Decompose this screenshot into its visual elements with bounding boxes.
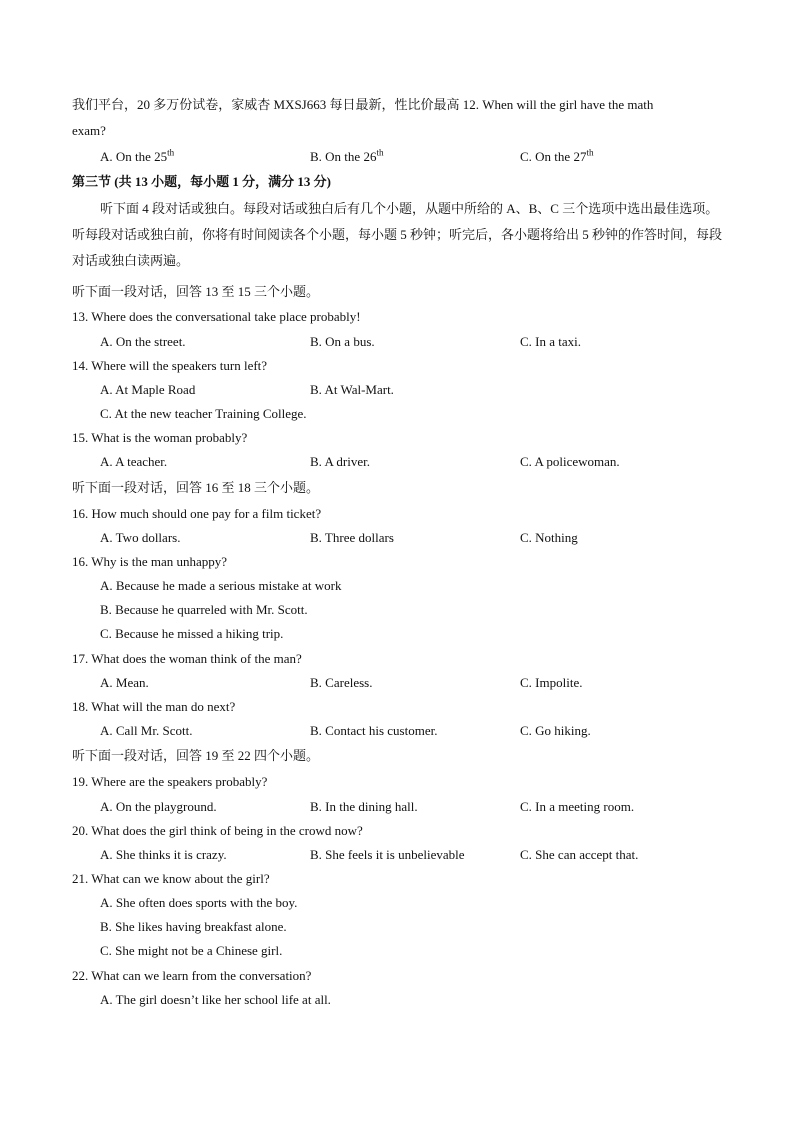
q20-option-a: A. She thinks it is crazy.: [100, 847, 227, 862]
group-1-header: 听下面一段对话，回答 13 至 15 三个小题。: [72, 284, 320, 299]
q21-option-c: C. She might not be a Chinese girl.: [100, 943, 283, 958]
question-15-options: [100, 453, 722, 471]
q14-option-c: C. At the new teacher Training College.: [100, 406, 307, 421]
question-20-options: [100, 846, 722, 864]
q15-option-a: A. A teacher.: [100, 454, 168, 469]
section-3-title: 第三节 (共 13 小题，每小题 1 分，满分 13 分): [72, 174, 331, 189]
question-17-options: [100, 674, 722, 692]
q12-option-a: A. On the 25th: [100, 147, 175, 164]
question-14: 14. Where will the speakers turn left?: [72, 358, 268, 373]
question-16b: 16. Why is the man unhappy?: [72, 554, 228, 569]
section-3-instructions: 听下面 4 段对话或独白。每段对话或独白后有几个小题，从题中所给的 A、B、C 三个选项中选出最佳选项。听每段对话或独白前，你将有时间阅读各个小题，每小题 5 秒钟；听完后，各小题将给出 5 秒钟的作答时间，每段对话或独白读两遍。: [72, 201, 723, 268]
q13-option-a: A. On the street.: [100, 334, 186, 349]
q19-option-c: C. In a meeting room.: [520, 799, 635, 814]
q15-option-c: C. A policewoman.: [520, 454, 620, 469]
q17-option-c: C. Impolite.: [520, 675, 583, 690]
q21-option-b: B. She likes having breakfast alone.: [100, 919, 287, 934]
group-3-header: 听下面一段对话，回答 19 至 22 四个小题。: [72, 748, 320, 763]
question-21: 21. What can we know about the girl?: [72, 871, 270, 886]
q16a-option-a: A. Two dollars.: [100, 530, 181, 545]
q17-option-a: A. Mean.: [100, 675, 149, 690]
q19-option-b: B. In the dining hall.: [310, 799, 418, 814]
q14-option-b: B. At Wal-Mart.: [310, 382, 394, 397]
q18-option-c: C. Go hiking.: [520, 723, 591, 738]
q16a-option-c: C. Nothing: [520, 530, 578, 545]
q21-option-a: A. She often does sports with the boy.: [100, 895, 298, 910]
q15-option-b: B. A driver.: [310, 454, 370, 469]
q16b-option-b: B. Because he quarreled with Mr. Scott.: [100, 602, 308, 617]
q12-option-c: C. On the 27th: [520, 147, 594, 164]
q18-option-a: A. Call Mr. Scott.: [100, 723, 193, 738]
q16b-option-c: C. Because he missed a hiking trip.: [100, 626, 284, 641]
question-19-options: [100, 798, 722, 816]
q14-option-a: A. At Maple Road: [100, 382, 196, 397]
question-16a: 16. How much should one pay for a film ticket?: [72, 506, 322, 521]
question-22: 22. What can we learn from the conversation?: [72, 968, 312, 983]
q12-option-b: B. On the 26th: [310, 147, 384, 164]
q19-option-a: A. On the playground.: [100, 799, 217, 814]
question-19: 19. Where are the speakers probably?: [72, 774, 268, 789]
question-16a-options: [100, 529, 722, 547]
question-15: 15. What is the woman probably?: [72, 430, 248, 445]
group-2-header: 听下面一段对话，回答 16 至 18 三个小题。: [72, 480, 320, 495]
question-13-options: [100, 333, 722, 351]
q20-option-b: B. She feels it is unbelievable: [310, 847, 465, 862]
q22-option-a: A. The girl doesn’t like her school life at all.: [100, 992, 331, 1007]
q13-option-c: C. In a taxi.: [520, 334, 582, 349]
q12-options: [100, 148, 722, 166]
intro-line-1: 我们平台，20 多万份试卷，家威杏 MXSJ663 每日最新，性比价最高 12. When will the girl have the math: [72, 97, 654, 112]
q18-option-b: B. Contact his customer.: [310, 723, 438, 738]
q16a-option-b: B. Three dollars: [310, 530, 394, 545]
intro-line-2: exam?: [72, 123, 106, 138]
question-17: 17. What does the woman think of the man?: [72, 651, 302, 666]
q13-option-b: B. On a bus.: [310, 334, 375, 349]
q17-option-b: B. Careless.: [310, 675, 373, 690]
question-18: 18. What will the man do next?: [72, 699, 236, 714]
question-20: 20. What does the girl think of being in the crowd now?: [72, 823, 363, 838]
q16b-option-a: A. Because he made a serious mistake at work: [100, 578, 342, 593]
question-13: 13. Where does the conversational take place probably!: [72, 309, 361, 324]
q20-option-c: C. She can accept that.: [520, 847, 639, 862]
question-18-options: [100, 722, 722, 740]
question-14-options-row-1: [100, 381, 722, 399]
